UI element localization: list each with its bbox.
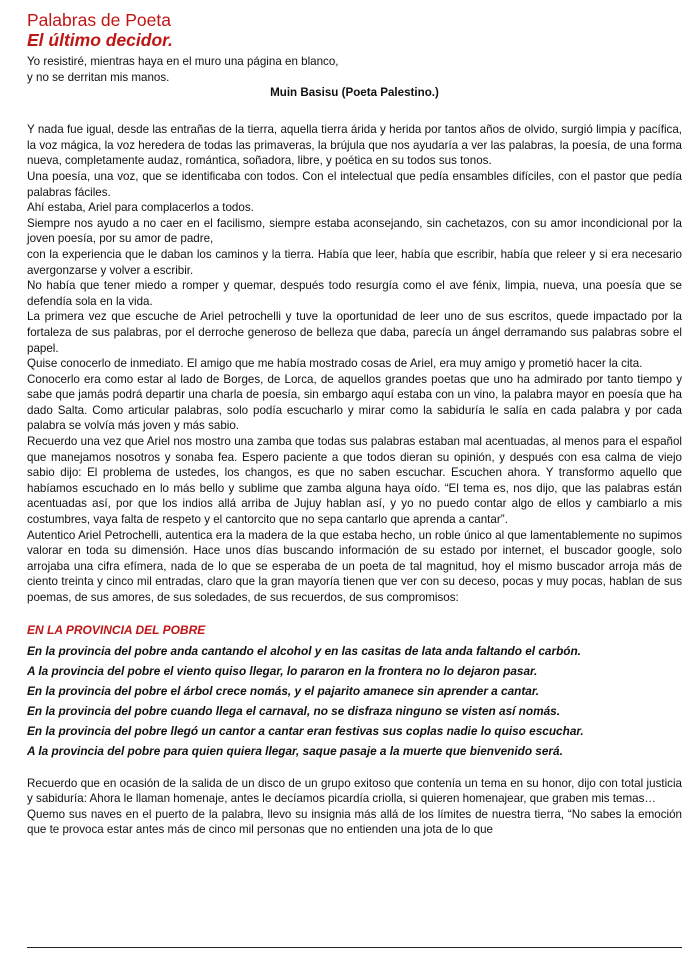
- footer-divider: [27, 947, 682, 948]
- article-body: [27, 122, 682, 605]
- poem-line: A la provincia del pobre para quien quiera llegar, saque pasaje a la muerte que bienvenido será.: [27, 743, 563, 758]
- body-paragraph: La primera vez que escuche de Ariel petrochelli y tuve la oportunidad de leer uno de sus escritos, quede impactado por la fortaleza de sus palabras, por el derroche generoso de belleza que daba, parecía un ángel derramando sus palabras sobre el papel.: [27, 310, 682, 355]
- body-paragraph: con la experiencia que le daban los caminos y la tierra. Había que leer, había que escribir, había que releer y si era necesario avergonzarse y volver a escribir.: [27, 247, 682, 277]
- body-paragraph: No había que tener miedo a romper y quemar, después todo resurgía como el ave fénix, limpia, nueva, una poesía que se defendía sola en la vida.: [27, 279, 682, 308]
- article-subtitle: El último decidor.: [27, 30, 173, 50]
- body-paragraph: Quemo sus naves en el puerto de la palabra, llevo su insignia más allá de los límites de nuestra tierra, “No sabes la emoción que te provoca estar antes más de cinco mil personas que no entienden una jota de lo que: [27, 807, 682, 837]
- body-paragraph: Recuerdo una vez que Ariel nos mostro una zamba que todas sus palabras estaban mal acentuadas, al menos para el español que manejamos nosotros y sonaba fea. Espero paciente a que todos dieran su opinión, y después con esa calma de viejo sabio dijo: El problema de ustedes, los changos, es que no saben escuchar. Escuchen ahora. Y transformo aquello que habíamos escuchado en lo más bello y sublime que zamba alguna haya oído. “El tema es, nos dijo, que las palabras están acentuadas así, por que los indios allá arriba de Jujuy hablan así, y yo no puedo contar algo de ellos y cambiarlo a mis costumbres, vaya falta de respeto y el cantorcito que no sepa cantarlo que aprenda a cantar”.: [27, 435, 682, 527]
- poem-lines: [27, 641, 682, 761]
- article: [27, 10, 682, 838]
- epigraph-line: y no se derritan mis manos.: [27, 70, 170, 84]
- poem-title: EN LA PROVINCIA DEL POBRE: [27, 622, 206, 637]
- body-paragraph: Autentico Ariel Petrochelli, autentica era la madera de la que estaba hecho, un roble único al que lamentablemente no supimos valorar en toda su dimensión. Hace unos días buscando información de su estado por internet, el buscador google, solo arrojaba una cifra efímera, nada de lo que se esperaba de un poeta de tal magnitud, hoy el mismo buscador arroja más de ciento treinta y cinco mil entradas, claro que la gran mayoría tienen que ver con su deceso, pocas y muy pocas, hablan de sus poemas, de sus amores, de sus soledades, de sus recuerdos, de sus compromisos:: [27, 528, 682, 604]
- body-paragraph: Quise conocerlo de inmediato. El amigo que me había mostrado cosas de Ariel, era muy amigo y prometió hacer la cita.: [27, 357, 643, 371]
- epigraph-author: Muin Basisu (Poeta Palestino.): [270, 86, 439, 100]
- poem-section: [27, 622, 682, 761]
- poem-line: A la provincia del pobre el viento quiso llegar, lo pararon en la frontera no lo dejaron pasar.: [27, 663, 538, 678]
- poem-line: En la provincia del pobre el árbol crece nomás, y el pajarito amanece sin aprender a cantar.: [27, 683, 540, 698]
- epigraph-line: Yo resistiré, mientras haya en el muro una página en blanco,: [27, 55, 339, 68]
- page-title: Palabras de Poeta: [27, 10, 171, 30]
- epigraph: [27, 54, 682, 101]
- poem-line: En la provincia del pobre anda cantando el alcohol y en las casitas de lata anda faltando el carbón.: [27, 643, 581, 658]
- poem-line: En la provincia del pobre llegó un cantor a cantar eran festivas sus coplas nadie lo quiso escuchar.: [27, 723, 584, 738]
- body-paragraph: Siempre nos ayudo a no caer en el facilismo, siempre estaba aconsejando, sin cachetazos, con su amor incondicional por la joven poesía, por su amor de padre,: [27, 216, 682, 246]
- body-paragraph: Ahí estaba, Ariel para complacerlos a todos.: [27, 201, 254, 215]
- body-paragraph: Conocerlo era como estar al lado de Borges, de Lorca, de aquellos grandes poetas que uno ha admirado por tanto tiempo y sabe que jamás podrá departir una charla de poesía, sin embargo aquí estaba con un vino, la palabra mayor en poesía que ha dado Salta. Como articular palabras, solo podía escucharlo y mirar como la sabiduría le salía en cada palabra y por cada palabra se volvía más joven y más sabio.: [27, 372, 682, 433]
- body-paragraph: Una poesía, una voz, que se identificaba con todos. Con el intelectual que pedía ensambles difíciles, con el pastor que pedía palabras fáciles.: [27, 169, 682, 199]
- body-paragraph: Recuerdo que en ocasión de la salida de un disco de un grupo exitoso que contenía un tema en su honor, dijo con total justicia y sabiduría: Ahora le llaman homenaje, antes le decíamos picardía criolla, si quieren homenajear, que graben mis temas…: [27, 776, 682, 806]
- closing-text: [27, 776, 682, 838]
- body-paragraph: Y nada fue igual, desde las entrañas de la tierra, aquella tierra árida y herida por tantos años de olvido, surgió limpia y pacífica, la voz mágica, la voz heredera de todas las primaveras, la brújula que nos ayudaría a ver las palabras, la poesía, de una forma nueva, completamente audaz, romántica, soñadora, libre, y poética en su todos sus tonos.: [27, 123, 682, 168]
- poem-line: En la provincia del pobre cuando llega el carnaval, no se disfraza ninguno se visten así nomás.: [27, 703, 560, 718]
